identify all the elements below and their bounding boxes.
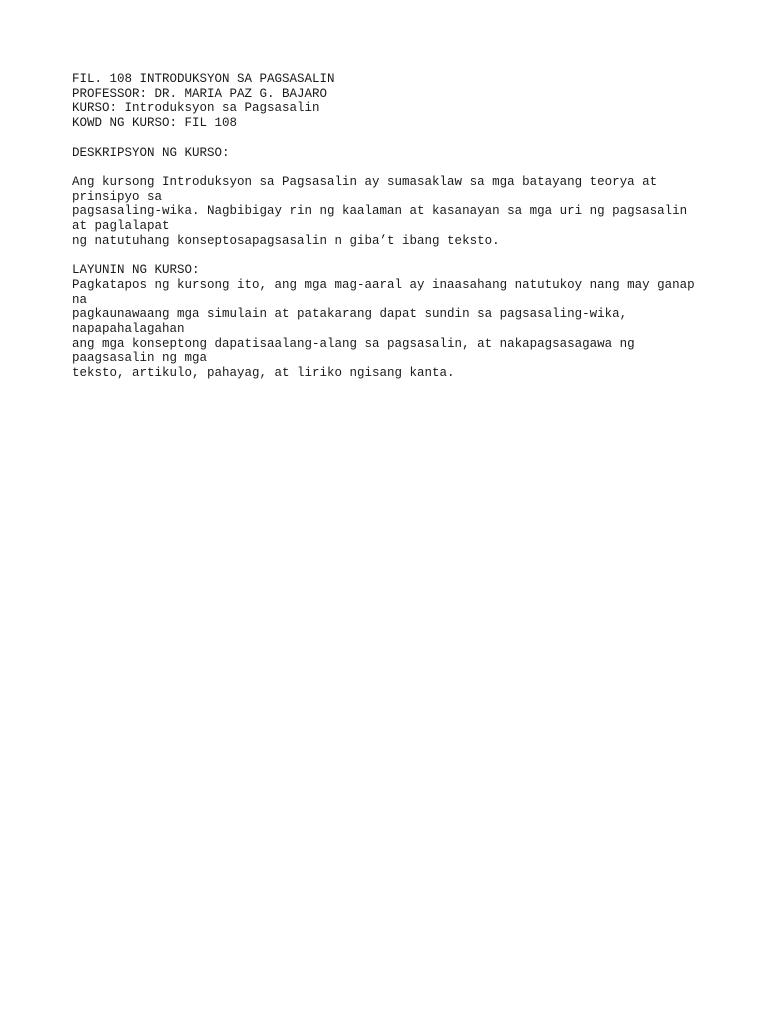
objectives-heading: LAYUNIN NG KURSO: [72, 263, 200, 278]
description-body [72, 175, 712, 249]
course-header [72, 72, 712, 131]
objectives-line: Pagkatapos ng kursong ito, ang mga mag-aaral ay inaasahang natutukoy nang may ganap [72, 277, 695, 292]
objectives-line: ang mga konseptong dapatisaalang-alang sa pagsasalin, at nakapagsasagawa ng [72, 336, 635, 351]
objectives-line: paagsasalin ng mga [72, 351, 208, 366]
description-line: ng natutuhang konseptosapagsasalin n giba’t ibang teksto. [72, 233, 500, 248]
objectives-line: pagkaunawaang mga simulain at patakarang dapat sundin sa pagsasaling-wika, [72, 307, 628, 322]
objectives-body [72, 278, 712, 381]
spacer [72, 248, 712, 263]
description-line: pagsasaling-wika. Nagbibigay rin ng kaalaman at kasanayan sa mga uri ng pagsasalin [72, 204, 688, 219]
description-heading: DESKRIPSYON NG KURSO: [72, 145, 230, 160]
spacer [72, 160, 712, 175]
description-line: prinsipyo sa [72, 189, 163, 204]
description-line: at paglalapat [72, 219, 170, 233]
objectives-line: na [72, 292, 88, 307]
objectives-line: napapahalagahan [72, 321, 185, 336]
course-title: FIL. 108 INTRODUKSYON SA PAGSASALIN [72, 72, 335, 86]
spacer [72, 131, 712, 146]
course-name-line: KURSO: Introduksyon sa Pagsasalin [72, 101, 320, 116]
course-code-line: KOWD NG KURSO: FIL 108 [72, 116, 238, 131]
document-page [72, 72, 712, 381]
description-line: Ang kursong Introduksyon sa Pagsasalin ay sumasaklaw sa mga batayang teorya at [72, 174, 658, 189]
objectives-line: teksto, artikulo, pahayag, at liriko ngisang kanta. [72, 366, 455, 381]
professor-line: PROFESSOR: DR. MARIA PAZ G. BAJARO [72, 86, 328, 101]
